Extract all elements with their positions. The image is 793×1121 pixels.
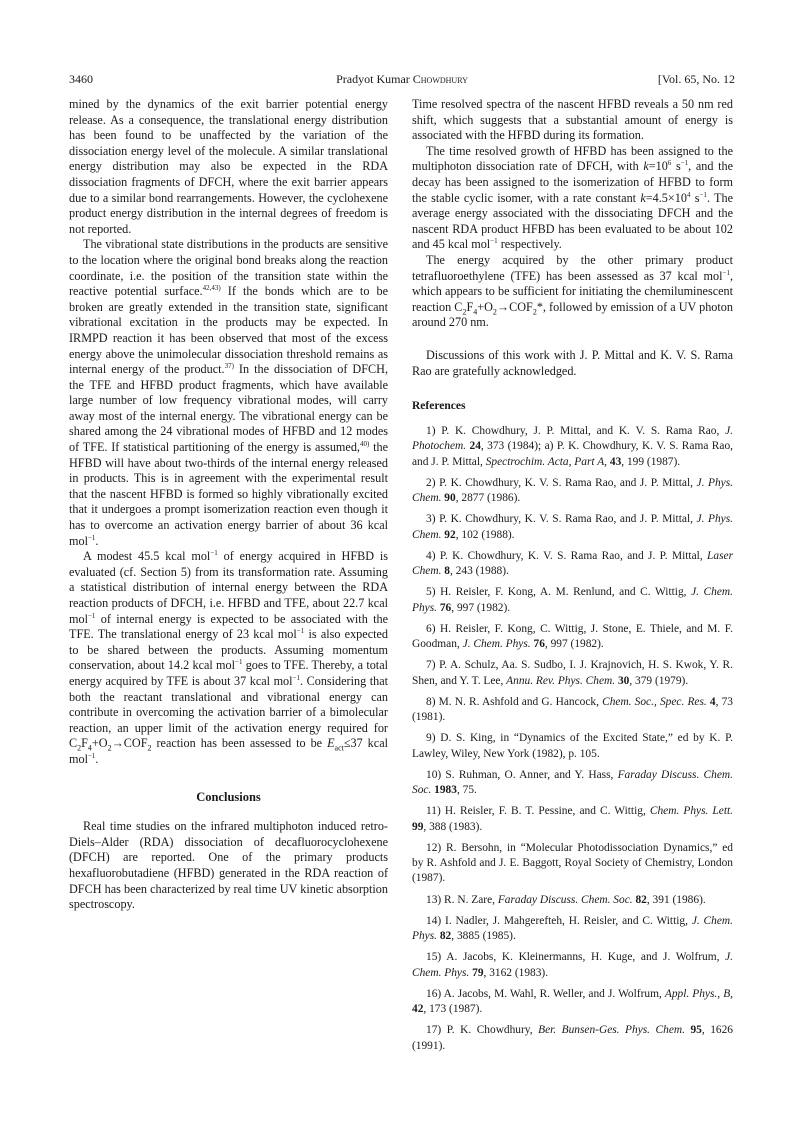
reference-authors: D. S. King, in “Dynamics of the Excited State,” ed by K. P. Lawley, Wiley, New York (1982), p. 105. [412, 732, 733, 760]
reference-volume: 1983 [434, 784, 457, 796]
reference-volume: 42 [412, 1003, 424, 1015]
reference-item [412, 987, 733, 1018]
reference-number: 17) [426, 1024, 442, 1037]
reference-journal: Annu. Rev. Phys. Chem. [506, 674, 616, 687]
reference-volume: 76 [439, 601, 452, 614]
paragraph: A modest 45.5 kcal mol$^{-1}$ of energy acquired in HFBD is evaluated (cf. Section 5) from its transformation rate. Assuming a statistical distribution of internal energy between the RDA reaction products of DFCH, i.e. HFBD and TFE, about 22.7 kcal mol$^{-1}$ of internal energy is expected to be associated with the TFE. The translational energy of 23 kcal mol$^{-1}$ is also expected to be shared between the products. Assuming momentum conservation, about 14.2 kcal mol$^{-1}$ goes to TFE. Thereby, a total energy acquired by TFE is about 37 kcal mol$^{-1}$. Considering that both the reactant translational and vibrational energy can contribute in overcoming the activation barrier of a bimolecular reaction, an upper limit of the activation energy required for $C_2F_4+O_2\to COF_2$ reaction has been assessed to be $E_{act}\le 37$ kcal mol$^{-1}$. [69, 549, 389, 766]
reference-journal: Ber. Bunsen-Ges. Phys. Chem. [538, 1024, 685, 1037]
reference-pages: , 379 (1979). [629, 674, 689, 687]
reference-journal: Chem. Phys. Lett. [649, 805, 733, 818]
reference-number: 15) [426, 951, 442, 964]
reference-journal: J. Chem. Phys. [462, 638, 531, 650]
reference-pages: , 3162 (1983). [483, 966, 549, 979]
reference-authors: A. Jacobs, M. Wahl, R. Weller, and J. Wolfrum, [443, 987, 665, 1000]
reference-volume: 43 [609, 455, 622, 468]
running-title [69, 72, 735, 87]
paragraph: Real time studies on the infrared multiphoton induced retro-Diels–Alder (RDA) dissociation of decafluorocyclohexene (DFCH) are reported. One of the primary products hexafluorobutadiene (HFBD) generated in the RDA reaction of DFCH has been characterized by real time UV kinetic absorption spectroscopy. [69, 819, 388, 912]
reference-number: 13) [426, 893, 442, 906]
reference-volume: 92 [444, 528, 456, 541]
reference-pages: , 997 (1982). [451, 601, 511, 614]
reference-item [412, 476, 733, 507]
reference-authors: H. Reisler, F. Kong, C. Wittig, J. Stone, E. Thiele, and M. F. Goodman, [412, 622, 733, 650]
reference-authors: H. Reisler, F. Kong, A. M. Renlund, and C. Wittig, [440, 586, 692, 599]
paragraph: The vibrational state distributions in the products are sensitive to the location where the original bond breaks along the reaction coordinate, i.e. the position of the transition state within the reactive potential surface.$^{42,43)}$ If the bonds which are to be broken are greatly extended in the transition state, significant vibrational excitation in the products may be expected. In IRMPD reaction it has been observed that most of the excess energy above the unimolecular dissociation threshold remains as internal energy of the product.$^{37)}$ In the dissociation of DFCH, the TFE and HFBD product fragments, which have available large number of low frequency vibrational modes, will carry away most of the internal energy. The vibrational energy can be shared among the 24 vibrational modes of HFBD and 12 modes of TFE. If statistical partitioning of the energy is assumed,$^{40)}$ the HFBD will have about two-thirds of the internal energy released in products. This is in agreement with the experimental result that the nascent HFBD is formed so highly vibrationally excited that it undergoes a prompt isomerization reaction even though it has to overcome an activation energy barrier of about 36 kcal mol$^{-1}$. [69, 237, 388, 548]
reference-number: 3) [426, 513, 436, 526]
reference-pages: , 73 (1981). [412, 695, 733, 723]
reference-journal: Spectrochim. Acta, Part A, [485, 455, 608, 468]
reference-item [412, 950, 733, 981]
reference-authors: P. A. Schulz, Aa. S. Sudbo, I. J. Krajnovich, H. S. Kwok, Y. R. Shen, and Y. T. Lee, [412, 659, 733, 687]
reference-number: 10) [426, 768, 442, 781]
reference-item [412, 1023, 733, 1054]
reference-item [412, 424, 733, 470]
reference-number: 11) [426, 805, 441, 818]
section-heading-references: References [412, 400, 466, 413]
reference-authors: H. Reisler, F. B. T. Pessine, and C. Wittig, [444, 805, 650, 818]
reference-journal: J. Chem. Phys. [412, 914, 733, 942]
volume-info: [Vol. 65, No. 12 [657, 72, 735, 86]
reference-authors: P. K. Chowdhury, K. V. S. Rama Rao, and J. P. Mittal, [439, 549, 708, 562]
reference-journal: Chem. Soc., Spec. Res. [602, 695, 707, 708]
paragraph: mined by the dynamics of the exit barrier potential energy release. As a consequence, the translational energy distribution has been found to be unaffected by the variation of the dissociation energy level of the molecule. A similar translational energy distribution may also be expected in the RDA dissociation fragments of DFCH, where the exit barrier appears due to a similar bond rearrangements. However, the cyclohexene product energy distribution in the internal degrees of freedom is not reported. [69, 97, 388, 236]
reference-pages: , 243 (1988). [450, 565, 509, 577]
reference-journal: J. Phys. Chem. [412, 476, 733, 504]
reference-number: 14) [426, 914, 442, 927]
reference-pages: , 1626 (1991). [412, 1024, 733, 1052]
reference-authors: R. N. Zare, [444, 893, 498, 906]
reference-pages: , 173 (1987). [423, 1003, 483, 1015]
reference-item [412, 893, 733, 908]
paragraph: Time resolved spectra of the nascent HFBD reveals a 50 nm red shift, which suggests that a substantial amount of energy is associated with the HFBD during its formation. [412, 97, 733, 143]
paragraph: The energy acquired by the other primary product tetrafluoroethylene (TFE) has been assessed as 37 kcal mol$^{-1}$, which appears to be sufficient for initiating the chemiluminescent reaction $C_2F_4+O_2\to COF_2*$, followed by emission of a UV photon around 270 nm. [412, 252, 733, 330]
reference-volume: 30 [617, 674, 630, 687]
reference-item [412, 512, 733, 543]
reference-number: 6) [426, 622, 436, 635]
reference-number: 9) [426, 732, 436, 745]
reference-number: 16) [426, 987, 442, 1000]
reference-journal: Faraday Discuss. Chem. Soc. [412, 768, 733, 796]
reference-number: 1) [426, 424, 436, 437]
reference-item [412, 585, 733, 616]
reference-item [412, 658, 733, 689]
page-number: 3460 [69, 72, 93, 86]
reference-number: 5) [426, 586, 436, 599]
reference-item [412, 914, 733, 945]
reference-authors: P. K. Chowdhury, J. P. Mittal, and K. V. S. Rama Rao, [441, 424, 726, 437]
reference-number: 12) [426, 841, 442, 854]
reference-volume: 90 [444, 492, 456, 504]
reference-authors: A. Jacobs, K. Kleinermanns, H. Kuge, and J. Wolfrum, [446, 951, 726, 964]
reference-item [412, 549, 733, 580]
reference-journal: J. Phys. Chem. [412, 513, 733, 541]
reference-pages: , 997 (1982). [544, 638, 604, 650]
reference-authors: I. Nadler, J. Mahgerefteh, H. Reisler, and C. Wittig, [445, 914, 692, 927]
reference-volume: 24 [469, 440, 481, 453]
reference-number: 7) [426, 659, 436, 672]
reference-authors: P. K. Chowdhury, [446, 1024, 539, 1037]
reference-authors: M. N. R. Ashfold and G. Hancock, [438, 695, 603, 708]
acknowledgement: Discussions of this work with J. P. Mittal and K. V. S. Rama Rao are gratefully acknowledged. [412, 347, 733, 378]
reference-pages: , 3885 (1985). [451, 930, 516, 942]
reference-list [412, 424, 733, 1054]
reference-authors: P. K. Chowdhury, K. V. S. Rama Rao, and J. P. Mittal, [439, 513, 697, 526]
reference-pages: , 75. [456, 784, 477, 796]
reference-item [412, 731, 733, 762]
reference-item [412, 841, 733, 887]
reference-pages: , 388 (1983). [423, 820, 483, 833]
reference-pages: , 2877 (1986). [455, 492, 521, 504]
reference-journal: J. Chem. Phys. [412, 951, 734, 979]
reference-pages: , 102 (1988). [455, 528, 515, 541]
reference-authors: P. K. Chowdhury, K. V. S. Rama Rao, and J. P. Mittal, [439, 476, 697, 489]
reference-item [412, 695, 733, 726]
reference-journal: Laser Chem. [412, 549, 733, 577]
reference-journal: J. Chem. Phys. [412, 586, 733, 614]
reference-number: 8) [426, 695, 436, 708]
paragraph: The time resolved growth of HFBD has been assigned to the multiphoton dissociation rate of DFCH, with $k=10^6$ $s^{-1}$, and the decay has been assigned to the isomerization of HFBD to form the stable cyclic isomer, with a rate constant $k=4.5\times 10^4$ $s^{-1}$. The average energy associated with the dissociating DFCH and the nascent RDA product HFBD has been evaluated to be about 102 and 45 kcal mol$^{-1}$ respectively. [412, 143, 733, 252]
reference-volume: 82 [439, 930, 452, 942]
left-column [69, 97, 388, 913]
running-header [69, 72, 735, 90]
reference-volume: 4 [709, 695, 716, 708]
reference-journal: Faraday Discuss. Chem. Soc. [497, 893, 633, 906]
reference-pages: , 391 (1986). [646, 893, 706, 906]
reference-number: 4) [426, 549, 436, 562]
section-heading-conclusions: Conclusions [196, 789, 261, 804]
author-first: Pradyot Kumar [336, 72, 413, 86]
reference-journal: Appl. Phys., B, [664, 987, 734, 1000]
reference-volume: 82 [635, 893, 647, 906]
right-column [412, 97, 733, 1060]
reference-volume: 8 [444, 565, 450, 577]
reference-item [412, 622, 733, 653]
reference-pages: , 373 (1984); a) P. K. Chowdhury, K. V. S. Rama Rao, and J. P. Mittal, [412, 440, 733, 468]
reference-pages: , 199 (1987). [621, 455, 681, 468]
reference-item [412, 768, 733, 799]
author-last: Chowdhury [412, 72, 468, 86]
reference-number: 2) [426, 476, 436, 489]
reference-volume: 76 [533, 638, 545, 650]
reference-authors: R. Bersohn, in “Molecular Photodissociation Dynamics,” ed by R. Ashfold and J. E. Baggott, Royal Society of Chemistry, London (1987). [412, 841, 733, 885]
reference-journal: J. Photochem. [412, 424, 733, 453]
reference-authors: S. Ruhman, O. Anner, and Y. Hass, [445, 768, 618, 781]
reference-volume: 79 [472, 966, 484, 979]
reference-volume: 95 [690, 1024, 702, 1037]
reference-item [412, 804, 733, 835]
reference-volume: 99 [412, 820, 424, 833]
